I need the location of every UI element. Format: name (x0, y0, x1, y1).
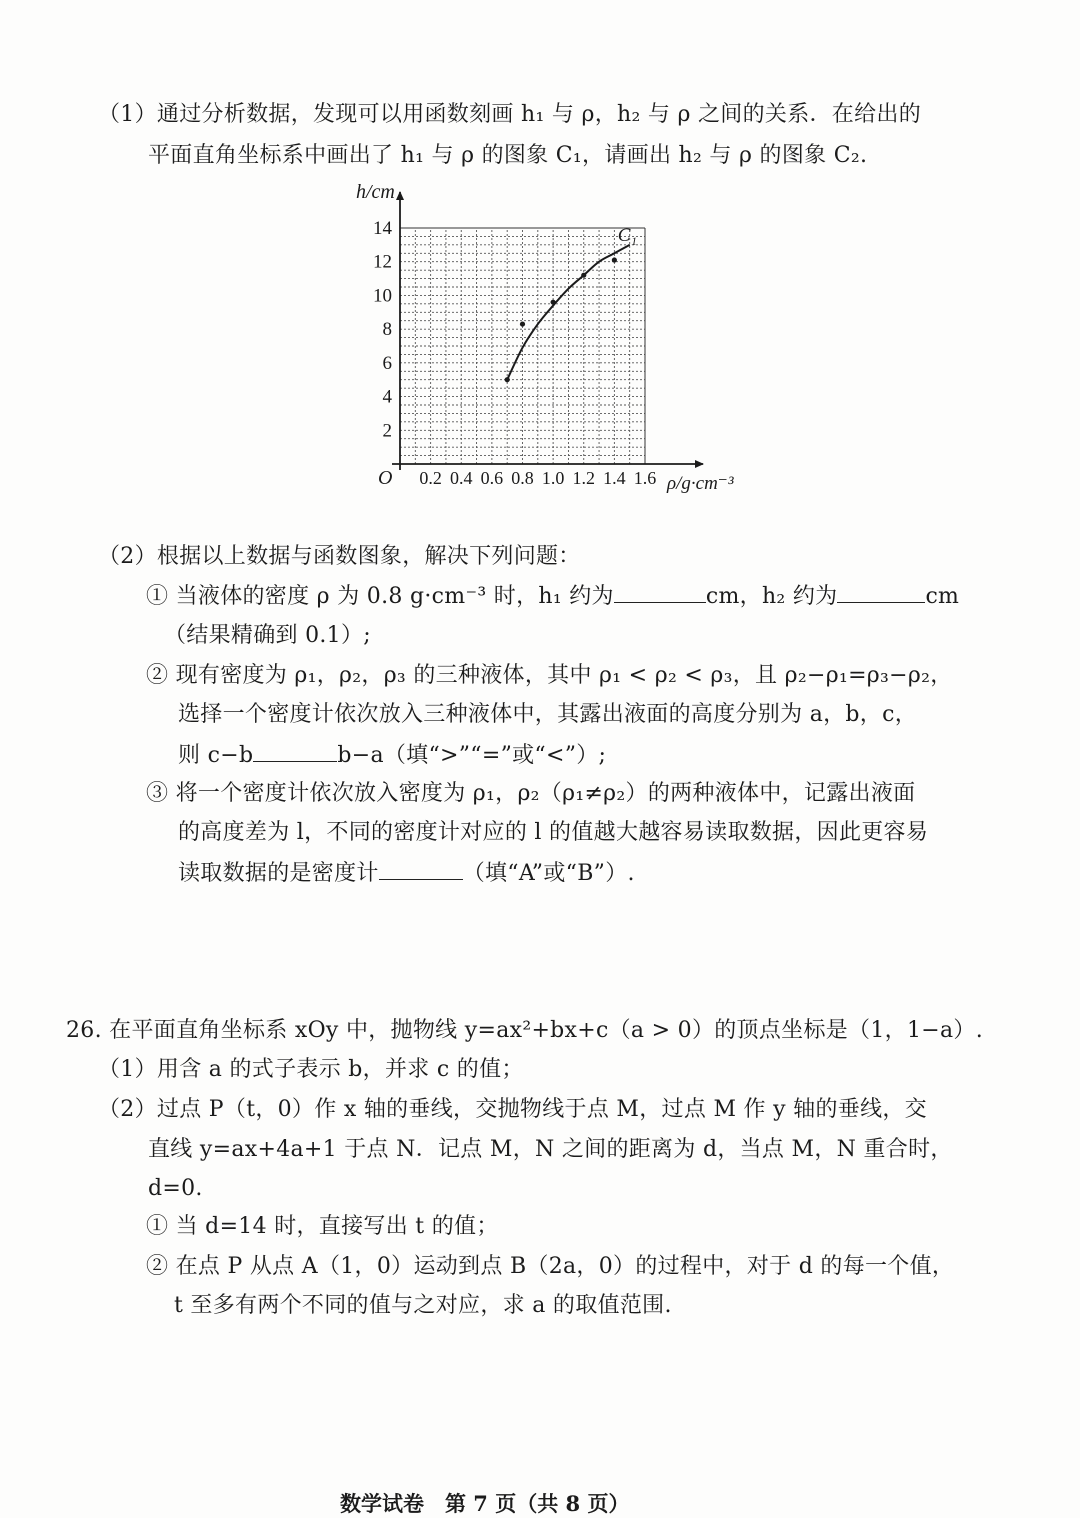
data-point (612, 257, 617, 262)
q3-text-c1: 读取数据的是密度计 (178, 861, 379, 886)
series-label-c1: C₁ (617, 224, 637, 246)
q26-line5: d=0. (148, 1176, 203, 1201)
y-tick-label: 8 (382, 319, 392, 341)
data-point (520, 321, 525, 326)
q1-precision-note: （结果精确到 0.1）; (164, 623, 371, 648)
answer-blank-h2[interactable] (837, 580, 925, 603)
y-tick-label: 10 (373, 285, 392, 307)
y-tick-label: 2 (382, 420, 392, 442)
x-tick-label: 1.2 (572, 468, 595, 488)
q3-text-c2: （填“A”或“B”）. (462, 861, 635, 886)
q1-line (146, 580, 959, 612)
q3-line3 (178, 857, 635, 889)
origin-label: O (378, 467, 393, 489)
q26-line8: t 至多有两个不同的值与之对应，求 a 的取值范围. (174, 1293, 672, 1318)
part1-line2: 平面直角坐标系中画出了 h₁ 与 ρ 的图象 C₁，请画出 h₂ 与 ρ 的图象 C₂. (148, 143, 868, 168)
x-tick-label: 1.4 (603, 468, 626, 488)
page-footer: 数学试卷 第 7 页（共 8 页） (340, 1491, 630, 1516)
q1-text-a: ① 当液体的密度 ρ 为 0.8 g·cm⁻³ 时，h₁ 约为 (146, 584, 614, 609)
q26-line3: （2）过点 P（t，0）作 x 轴的垂线，交抛物线于点 M，过点 M 作 y 轴的垂线，交 (98, 1097, 927, 1122)
q26-line6: ① 当 d=14 时，直接写出 t 的值； (146, 1214, 499, 1239)
q26-line2: （1）用含 a 的式子表示 b，并求 c 的值； (98, 1057, 524, 1082)
q2-text-c1: 则 c−b (178, 743, 254, 768)
data-point (551, 300, 556, 305)
x-tick-label: 0.4 (450, 468, 473, 488)
q26-line1: 26. 在平面直角坐标系 xOy 中，抛物线 y=ax²+bx+c（a > 0）的顶点坐标是（1，1−a）. (66, 1018, 983, 1043)
y-tick-label: 14 (373, 218, 392, 239)
q3-line1: ③ 将一个密度计依次放入密度为 ρ₁，ρ₂（ρ₁≠ρ₂）的两种液体中，记露出液面 (146, 781, 916, 806)
q2-line3 (178, 739, 606, 771)
data-point (581, 273, 586, 278)
x-tick-label: 0.8 (511, 468, 534, 488)
q1-text-c: cm (925, 584, 960, 609)
y-tick-label: 4 (382, 386, 392, 408)
q3-line2: 的高度差为 l，不同的密度计对应的 l 的值越大越容易读取数据，因此更容易 (178, 820, 929, 845)
y-axis-label: h/cm (356, 182, 395, 203)
q1-text-b: cm，h₂ 约为 (705, 584, 838, 609)
y-tick-label: 12 (373, 251, 392, 273)
x-tick-label: 0.6 (480, 468, 504, 488)
x-tick-label: 1.0 (541, 468, 565, 488)
q26-line7: ② 在点 P 从点 A（1，0）运动到点 B（2a，0）的过程中，对于 d 的每一个值， (146, 1254, 955, 1279)
part1-line1: （1）通过分析数据，发现可以用函数刻画 h₁ 与 ρ，h₂ 与 ρ 之间的关系．在给出的 (98, 102, 922, 127)
part2-head: （2）根据以上数据与函数图象，解决下列问题： (98, 544, 581, 569)
density-height-chart (340, 182, 780, 512)
answer-blank-compare[interactable] (253, 739, 337, 762)
answer-blank-meter[interactable] (379, 857, 463, 880)
x-tick-label: 0.2 (419, 468, 442, 488)
answer-blank-h1[interactable] (614, 580, 706, 603)
y-tick-label: 6 (382, 352, 392, 374)
data-point (505, 377, 510, 382)
q2-line2: 选择一个密度计依次放入三种液体中，其露出液面的高度分别为 a，b，c， (178, 702, 918, 727)
q26-line4: 直线 y=ax+4a+1 于点 N．记点 M，N 之间的距离为 d，当点 M，N 重合时， (148, 1137, 953, 1162)
x-tick-label: 1.6 (633, 468, 657, 488)
q2-text-c2: b−a（填“>”“=”或“<”）; (337, 743, 607, 768)
x-axis-label: ρ/g·cm⁻³ (667, 473, 734, 494)
q2-line1: ② 现有密度为 ρ₁，ρ₂，ρ₃ 的三种液体，其中 ρ₁ < ρ₂ < ρ₃，且 ρ₂−ρ₁=ρ₃−ρ₂， (146, 663, 953, 688)
